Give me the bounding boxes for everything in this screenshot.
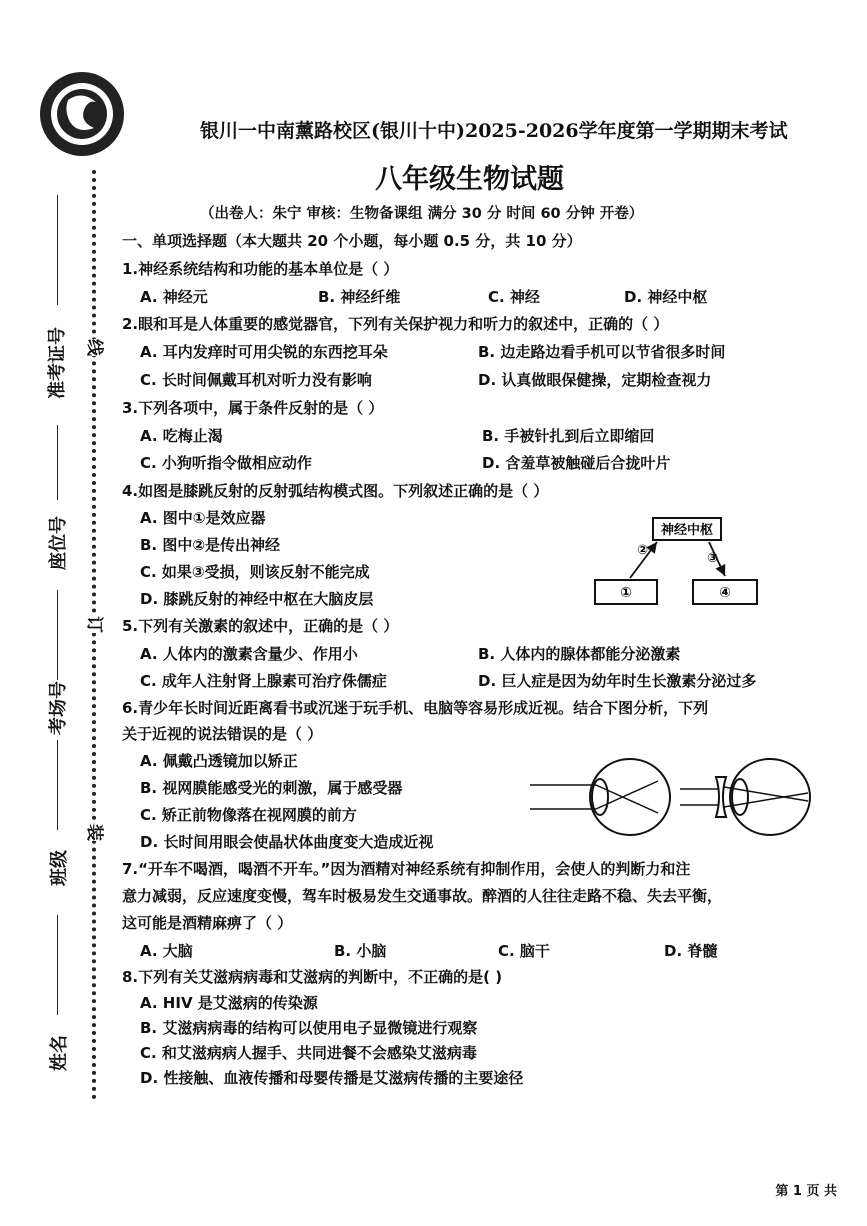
- question-7-stem-line3: 这可能是酒精麻痹了（ ）: [122, 914, 293, 932]
- school-logo: [38, 70, 126, 158]
- exam-room-label: 考场号: [48, 681, 69, 735]
- uncorrected-eye: [530, 759, 670, 835]
- section-heading: 一、单项选择题（本大题共 20 个小题，每小题 0.5 分，共 10 分）: [122, 232, 582, 250]
- question-3-stem: 3.下列各项中，属于条件反射的是（ ）: [122, 399, 384, 417]
- class-label: 班级: [49, 850, 70, 886]
- question-1-option-c: C. 神经: [488, 288, 540, 306]
- eye-diagrams: [530, 755, 820, 840]
- seal-char-ding: 订: [84, 616, 109, 633]
- question-4-option-d: D. 膝跳反射的神经中枢在大脑皮层: [140, 590, 374, 608]
- seal-char-xian: 线: [84, 339, 109, 356]
- question-6-stem-line2: 关于近视的说法错误的是（ ）: [122, 725, 323, 743]
- binding-line: [92, 170, 96, 1100]
- question-3-option-c: C. 小狗听指令做相应动作: [140, 454, 312, 472]
- label-2: ②: [637, 543, 649, 558]
- question-6-option-b: B. 视网膜能感受光的刺激，属于感受器: [140, 779, 403, 797]
- field-underline: [57, 425, 58, 500]
- question-6-option-c: C. 矫正前物像落在视网膜的前方: [140, 806, 357, 824]
- question-2-option-b: B. 边走路边看手机可以节省很多时间: [478, 343, 726, 361]
- question-5-option-a: A. 人体内的激素含量少、作用小: [140, 645, 358, 663]
- question-3-option-b: B. 手被针扎到后立即缩回: [482, 427, 655, 445]
- question-1-option-a: A. 神经元: [140, 288, 208, 306]
- question-8-option-d: D. 性接触、血液传播和母婴传播是艾滋病传播的主要途径: [140, 1069, 524, 1087]
- question-7-option-b: B. 小脑: [334, 942, 387, 960]
- question-5-stem: 5.下列有关激素的叙述中，正确的是（ ）: [122, 617, 399, 635]
- question-2-option-d: D. 认真做眼保健操，定期检查视力: [478, 371, 712, 389]
- question-3-option-d: D. 含羞草被触碰后合拢叶片: [482, 454, 671, 472]
- name-label: 姓名: [49, 1035, 70, 1071]
- school-title: 银川一中南薰路校区(银川十中)2025-2026学年度第一学期期末考试: [200, 120, 788, 142]
- label-1: ①: [620, 585, 632, 601]
- field-underline: [57, 740, 58, 830]
- field-underline: [57, 915, 58, 1015]
- exam-number-label: 准考证号: [47, 327, 68, 399]
- question-5-option-c: C. 成年人注射肾上腺素可治疗侏儒症: [140, 672, 387, 690]
- question-8-stem: 8.下列有关艾滋病病毒和艾滋病的判断中，不正确的是( ): [122, 968, 503, 986]
- reflex-arc-diagram: [585, 512, 785, 612]
- seal-char-zhuang: 装: [84, 824, 109, 841]
- question-8-option-a: A. HIV 是艾滋病的传染源: [140, 994, 318, 1012]
- label-4: ④: [719, 585, 731, 601]
- question-7-option-a: A. 大脑: [140, 942, 193, 960]
- question-6-option-a: A. 佩戴凸透镜加以矫正: [140, 752, 298, 770]
- concave-lens: [716, 777, 726, 817]
- seat-number-label: 座位号: [48, 516, 69, 570]
- question-1-option-d: D. 神经中枢: [624, 288, 708, 306]
- question-2-stem: 2.眼和耳是人体重要的感觉器官，下列有关保护视力和听力的叙述中，正确的（ ）: [122, 315, 669, 333]
- question-1-stem: 1.神经系统结构和功能的基本单位是（ ）: [122, 260, 399, 278]
- question-4-option-a: A. 图中①是效应器: [140, 509, 266, 527]
- nerve-center-label: 神经中枢: [660, 523, 714, 538]
- corrected-eye: [680, 759, 810, 835]
- exam-title: 八年级生物试题: [375, 164, 564, 195]
- question-3-option-a: A. 吃梅止渴: [140, 427, 223, 445]
- question-1-option-b: B. 神经纤维: [318, 288, 401, 306]
- page-number: 第 1 页 共: [775, 1184, 837, 1199]
- question-7-option-d: D. 脊髓: [664, 942, 718, 960]
- field-underline: [57, 195, 58, 305]
- label-3: ③: [707, 551, 719, 566]
- question-4-option-c: C. 如果③受损，则该反射不能完成: [140, 563, 370, 581]
- exam-meta: （出卷人：朱宁 审核：生物备课组 满分 30 分 时间 60 分钟 开卷）: [200, 206, 644, 222]
- question-5-option-b: B. 人体内的腺体都能分泌激素: [478, 645, 681, 663]
- question-2-option-c: C. 长时间佩戴耳机对听力没有影响: [140, 371, 372, 389]
- question-8-option-b: B. 艾滋病病毒的结构可以使用电子显微镜进行观察: [140, 1019, 478, 1037]
- question-7-option-c: C. 脑干: [498, 942, 550, 960]
- question-2-option-a: A. 耳内发痒时可用尖锐的东西挖耳朵: [140, 343, 388, 361]
- question-6-option-d: D. 长时间用眼会使晶状体曲度变大造成近视: [140, 833, 434, 851]
- question-7-stem-line2: 意力减弱，反应速度变慢，驾车时极易发生交通事故。醉酒的人往往走路不稳、失去平衡，: [122, 887, 723, 905]
- question-4-option-b: B. 图中②是传出神经: [140, 536, 281, 554]
- field-underline: [57, 590, 58, 680]
- question-5-option-d: D. 巨人症是因为幼年时生长激素分泌过多: [478, 672, 757, 690]
- question-4-stem: 4.如图是膝跳反射的反射弧结构模式图。下列叙述正确的是（ ）: [122, 482, 549, 500]
- question-8-option-c: C. 和艾滋病病人握手、共同进餐不会感染艾滋病毒: [140, 1044, 477, 1062]
- question-6-stem-line1: 6.青少年长时间近距离看书或沉迷于玩手机、电脑等容易形成近视。结合下图分析，下列: [122, 699, 709, 717]
- question-7-stem-line1: 7.“开车不喝酒，喝酒不开车。”因为酒精对神经系统有抑制作用，会使人的判断力和注: [122, 860, 691, 878]
